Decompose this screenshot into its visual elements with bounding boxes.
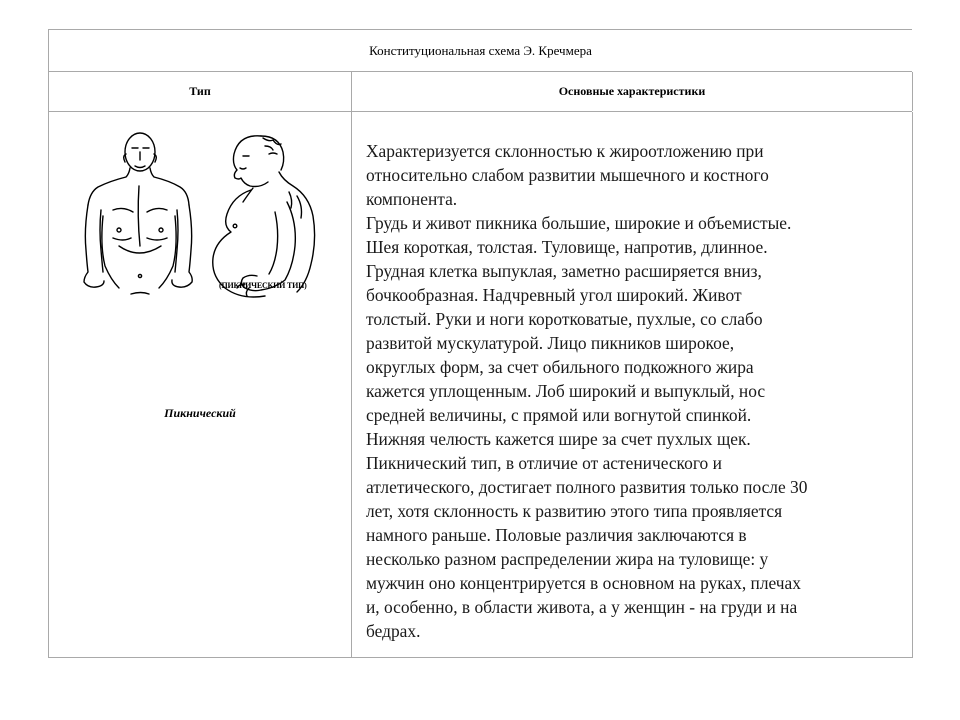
text-line: и, особенно, в области живота, а у женщин - на груди и на	[366, 597, 798, 617]
constitution-table	[48, 29, 912, 658]
text-line: компонента.	[366, 189, 458, 209]
text-line: Пикнический тип, в отличие от астенического и	[366, 453, 722, 473]
text-line: кажется уплощенным. Лоб широкий и выпуклый, нос	[366, 381, 766, 401]
type-cell	[49, 112, 352, 658]
text-line: округлых форм, за счет обильного подкожного жира	[366, 357, 754, 377]
characteristics-text	[366, 139, 911, 643]
text-line: бедрах.	[366, 621, 421, 641]
text-line: Грудь и живот пикника большие, широкие и объемистые.	[366, 213, 792, 233]
table-header-row	[49, 72, 912, 112]
text-line: атлетического, достигает полного развития только после 30	[366, 477, 808, 497]
text-line: Шея короткая, толстая. Туловище, напротив, длинное.	[366, 237, 768, 257]
text-line: лет, хотя склонность к развитию этого типа проявляется	[366, 501, 783, 521]
text-line: бочкообразная. Надчревный угол широкий. Живот	[366, 285, 742, 305]
text-line: развитой мускулатурой. Лицо пикников широкое,	[366, 333, 735, 353]
table-row	[49, 112, 912, 658]
type-name: Пикнический	[164, 406, 236, 420]
text-line: Грудная клетка выпуклая, заметно расширяется вниз,	[366, 261, 762, 281]
header-characteristics: Основные характеристики	[352, 72, 913, 111]
text-line: Нижняя челюсть кажется шире за счет пухлых щек.	[366, 429, 751, 449]
header-type: Тип	[49, 72, 352, 111]
text-line: несколько разном распределении жира на туловище: у	[366, 549, 769, 569]
illustration-caption: (ПИКНИЧЕСКИЙ ТИП)	[219, 281, 307, 290]
text-line: намного раньше. Половые различия заключаются в	[366, 525, 747, 545]
text-line: относительно слабом развитии мышечного и костного	[366, 165, 769, 185]
text-line: мужчин оно концентрируется в основном на руках, плечах	[366, 573, 801, 593]
text-line: толстый. Руки и ноги коротковатые, пухлые, со слабо	[366, 309, 763, 329]
text-line: Характеризуется склонностью к жироотложению при	[366, 141, 764, 161]
table-title: Конституциональная схема Э. Кречмера	[49, 30, 912, 72]
characteristics-cell	[352, 112, 913, 658]
text-line: средней величины, с прямой или вогнутой спинкой.	[366, 405, 752, 425]
